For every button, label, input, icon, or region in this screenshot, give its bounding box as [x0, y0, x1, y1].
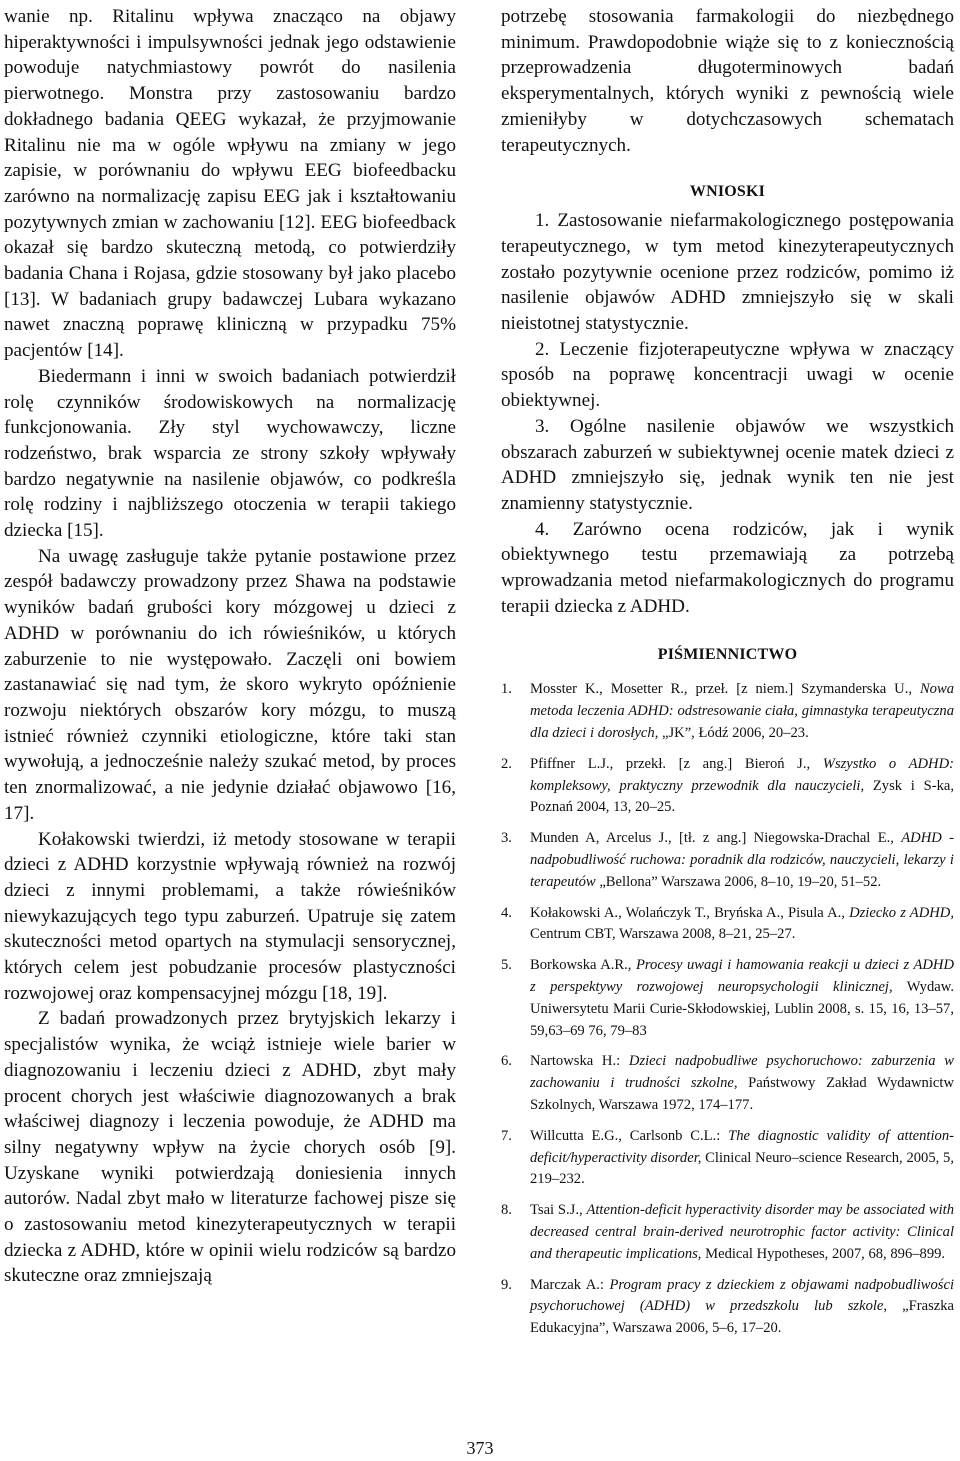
reference-number: 9. — [501, 1276, 512, 1293]
reference-authors: Kołakowski A., Wolańczyk T., Bryńska A., Pisula A., — [530, 904, 850, 921]
body-paragraph: wanie np. Ritalinu wpływa znacząco na objawy hiperaktywności i impulsywności jednak jego odstawienie powoduje natychmiastowy powrót do nasilenia pierwotnego. Monstra przy zastosowaniu bardzo dokładnego badania QEEG wykazał, że przyjmowanie Ritalinu nie ma w ogóle wpływu na zmiany w jego zapisie, w porównaniu do wpływu EEG biofeedbacku zarówno na normalizację zapisu EEG jak i kształtowaniu pozytywnych zmian w zachowaniu [12]. EEG biofeedback okazał się bardzo skuteczną metodą, co potwierdziły badania Chana i Rojasa, gdzie stosowany był jako placebo [13]. W badaniach grupy badawczej Lubara wykazano nawet znaczną poprawę kliniczną w przypadku 75% pacjentów [14]. — [4, 6, 456, 362]
reference-authors: Nartowska H.: — [530, 1053, 629, 1070]
conclusions-heading: WNIOSKI — [689, 183, 766, 201]
right-column — [501, 4, 954, 1349]
reference-title: Attention-deficit hyperactivity disorder may be associated with decreased central brain-derived neurotrophic factor activity: Clinical and therapeutic implications, — [530, 1202, 954, 1262]
reference-number: 8. — [501, 1202, 512, 1219]
reference-authors: Mosster K., Mosetter R., przeł. [z niem.] Szymanderska U., — [530, 681, 920, 698]
reference-title: Program pracy z dzieckiem z objawami nadpobudliwości psychoruchowej (ADHD) w przedszkolu lub szkole, — [530, 1276, 954, 1315]
reference-item — [501, 903, 954, 947]
reference-title: ADHD - nadpobudliwość ruchowa: poradnik dla rodziców, nauczycieli, lekarzy i terapeutów — [530, 830, 955, 890]
conclusion-item: 1. Zastosowanie niefarmakologicznego postępowania terapeutycznego, w tym metod kinezyterapeutycznych zostało pozytywnie ocenione przez rodziców, pomimo iż nasilenie objawów ADHD zmniejszyło się w skali nieistotnej statystycznie. — [501, 210, 954, 335]
reference-title: Dziecko z ADHD, — [849, 904, 954, 921]
reference-publisher: „Fraszka Edukacyjna”, Warszawa 2006, 5–6, 17–20. — [530, 1298, 954, 1337]
body-paragraph: Z badań prowadzonych przez brytyjskich lekarzy i specjalistów wynika, że wciąż istnieje wiele barier w diagnozowaniu i leczeniu dzieci z ADHD, zbyt mały procent chorych jest właściwie diagnozowanych a brak właściwej diagnozy i leczenia powoduje, że ADHD ma silny negatywny wpływ na życie chorych osób [9]. Uzyskane wyniki potwierdzają doniesienia innych autorów. Nadal zbyt mało w literaturze fachowej pisze się o zastosowaniu metod kinezyterapeutycznych w terapii dziecka z ADHD, które w opinii wielu rodziców są bardzo skuteczne oraz zmniejszają — [4, 1008, 456, 1287]
reference-item — [501, 679, 954, 744]
reference-publisher: Clinical Neuro–science Research, 2005, 5, 219–232. — [530, 1149, 954, 1188]
reference-publisher: Państwowy Zakład Wydawnictw Szkolnych, Warszawa 1972, 174–177. — [530, 1075, 954, 1114]
reference-number: 2. — [501, 755, 512, 772]
reference-publisher: „Bellona” Warszawa 2006, 8–10, 19–20, 51–52. — [595, 873, 882, 890]
reference-item — [501, 1275, 954, 1340]
reference-authors: Munden A, Arcelus J., [tł. z ang.] Niegowska-Drachal E., — [530, 830, 902, 847]
reference-title: Procesy uwagi i hamowania reakcji u dzieci z ADHD z perspektywy rozwojowej neuropsychologii klinicznej, — [530, 957, 954, 996]
reference-number: 7. — [501, 1127, 512, 1144]
body-paragraph: potrzebę stosowania farmakologii do niezbędnego minimum. Prawdopodobnie wiąże się to z koniecznością przeprowadzenia długoterminowych badań eksperymentalnych, których wyniki z pewnością wiele zmieniłyby w dotychczasowych schematach terapeutycznych. — [501, 6, 954, 156]
conclusion-item: 2. Leczenie fizjoterapeutyczne wpływa w znaczący sposób na poprawę koncentracji uwagi w ocenie obiektywnej. — [501, 338, 954, 412]
reference-publisher: Zysk i S-ka, Poznań 2004, 13, 20–25. — [530, 777, 955, 816]
reference-authors: Marczak A.: — [530, 1276, 610, 1293]
reference-authors: Pfiffner L.J., przekł. [z ang.] Bieroń J., — [530, 755, 823, 772]
reference-publisher: Medical Hypotheses, 2007, 68, 896–899. — [701, 1245, 946, 1262]
reference-number: 1. — [501, 681, 512, 698]
body-paragraph: Biedermann i inni w swoich badaniach potwierdził rolę czynników środowiskowych na normalizację funkcjonowania. Zły styl wychowawczy, liczne rodzeństwo, brak wsparcia ze strony szkoły wpływały bardzo negatywnie na nasilenie objawów, co podkreśla rolę rodziny i najbliższego otoczenia w terapii takiego dziecka [15]. — [4, 365, 456, 542]
reference-title: The diagnostic validity of attention-deficit/hyperactivity disorder, — [530, 1127, 954, 1166]
page-number: 373 — [466, 1438, 494, 1458]
reference-number: 5. — [501, 957, 512, 974]
reference-publisher: Wydaw. Uniwersytetu Marii Curie-Skłodowskiej, Lublin 2008, s. 15, 16, 13–57, 59,63–69 76, 79–83 — [530, 979, 954, 1039]
conclusion-item: 3. Ogólne nasilenie objawów we wszystkich obszarach zaburzeń w subiektywnej ocenie matek dzieci z ADHD zmniejszyło się, jednak wynik ten nie jest znamienny statystycznie. — [501, 415, 954, 514]
reference-item — [501, 1051, 954, 1116]
reference-item — [501, 1126, 954, 1191]
reference-item — [501, 1200, 954, 1265]
reference-publisher: Centrum CBT, Warszawa 2008, 8–21, 25–27. — [530, 926, 796, 943]
reference-authors: Willcutta E.G., Carlsonb C.L.: — [530, 1127, 729, 1144]
references-list — [501, 679, 954, 1340]
reference-title: Nowa metoda leczenia ADHD: odstresowanie ciała, gimnastyka terapeutyczna dla dzieci i dorosłych, — [530, 681, 954, 742]
conclusion-item: 4. Zarówno ocena rodziców, jak i wynik obiektywnego testu przemawiają za potrzebą wprowadzania metod niefarmakologicznych do programu terapii dziecka z ADHD. — [501, 518, 954, 617]
reference-title: Dzieci nadpobudliwe psychoruchowo: zaburzenia w zachowaniu i trudności szkolne, — [530, 1053, 954, 1092]
reference-publisher: „JK”, Łódź 2006, 20–23. — [658, 725, 809, 742]
reference-number: 6. — [501, 1053, 512, 1070]
reference-authors: Tsai S.J., — [530, 1202, 587, 1219]
body-paragraph: Kołakowski twierdzi, iż metody stosowane w terapii dzieci z ADHD korzystnie wpływają również na rozwój dzieci z innymi problemami, a także rówieśników niewykazujących tego typu zaburzeń. Upatruje się zatem skuteczności metod opartych na stymulacji sensorycznej, których celem jest pobudzanie procesów plastyczności rozwojowej oraz kompensacyjnej mózgu [18, 19]. — [4, 828, 456, 1004]
reference-number: 3. — [501, 830, 512, 847]
reference-authors: Borkowska A.R., — [530, 957, 636, 974]
reference-item — [501, 828, 954, 893]
body-paragraph: Na uwagę zasługuje także pytanie postawione przez zespół badawczy prowadzony przez Shawa na podstawie wyników badań grubości kory mózgowej u dzieci z ADHD w porównaniu do ich rówieśników, u których zaburzenie to nie występowało. Zaczęli oni bowiem zastanawiać się nad tym, że skoro wykryto opóźnienie rozwoju niektórych obszarów kory mózgu, to muszą istnieć również czynniki etiologiczne, które taki stan wywołują, a jednocześnie należy szukać metod, by proces ten znormalizować, a nie jedynie działać objawowo [16, 17]. — [4, 545, 456, 824]
references-heading: PIŚMIENNICTWO — [657, 646, 798, 664]
reference-number: 4. — [501, 904, 512, 921]
left-column — [4, 4, 456, 1289]
reference-item — [501, 754, 954, 819]
reference-title: Wszystko o ADHD: kompleksowy, praktyczny przewodnik dla nauczycieli, — [530, 755, 954, 794]
reference-item — [501, 955, 954, 1042]
